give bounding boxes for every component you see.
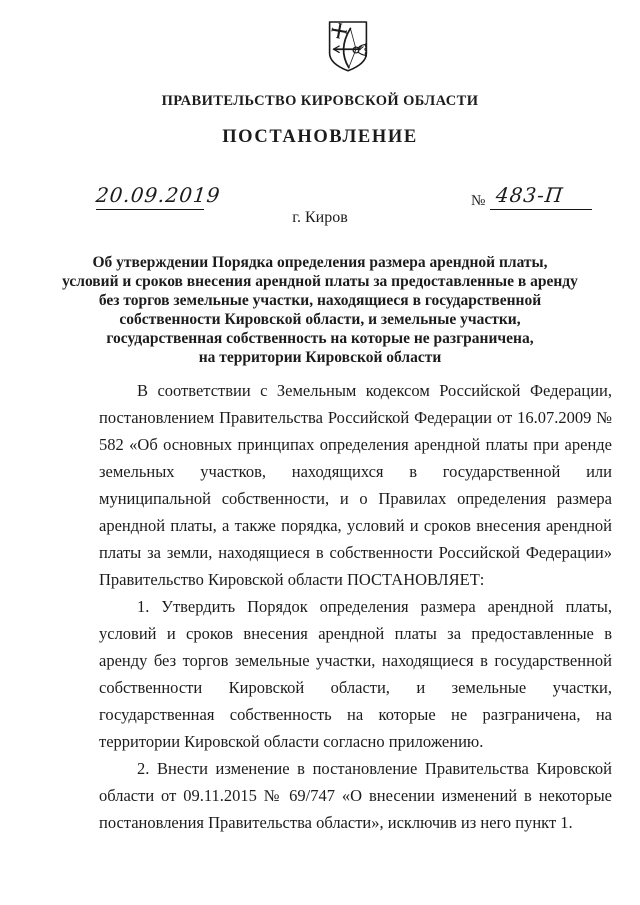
decree-subject-line: Об утверждении Порядка определения размера арендной платы, (92, 254, 548, 271)
decree-subject-line: собственности Кировской области, и земельные участки, (119, 311, 521, 328)
place-name: г. Киров (292, 209, 348, 226)
number-sign: № (471, 193, 486, 209)
coat-of-arms-icon (324, 16, 372, 76)
paragraph-item-1: 1. Утвердить Порядок определения размера арендной платы, условий и сроков внесения арендной платы за предоставленные в аренду без торгов земельные участки, находящиеся в государственной собственности Кировской области, и земельные участки, государственная собственность на которые не разграничена, на территории Кировской области согласно приложению. (99, 597, 612, 751)
decree-subject-line: без торгов земельные участки, находящиеся в государственной (98, 292, 542, 309)
decree-subject-line: государственная собственность на которые не разграничена, (106, 330, 534, 347)
decree-date-handwritten: 20.09.2019 (94, 183, 222, 207)
paragraph-item-2: 2. Внести изменение в постановление Правительства Кировской области от 09.11.2015 № 69/747 «О внесении изменений в некоторые постановления Правительства области», исключив из него пункт 1. (99, 759, 612, 832)
document-type-title: ПОСТАНОВЛЕНИЕ (222, 127, 418, 147)
decree-subject-line: на территории Кировской области (198, 349, 442, 366)
decree-number-field (490, 183, 592, 210)
organization-name: ПРАВИТЕЛЬСТВО КИРОВСКОЙ ОБЛАСТИ (161, 93, 479, 109)
paragraph-preamble: В соответствии с Земельным кодексом Российской Федерации, постановлением Правительства Российской Федерации от 16.07.2009 № 582 «Об основных принципах определения арендной платы при аренде земельных участков, находящихся в государственной или муниципальной собственности, и о Правилах определения размера арендной платы, а также порядка, условий и сроков внесения арендной платы за земли, находящиеся в собственности Российской Федерации» Правительство Кировской области ПОСТАНОВЛЯЕТ: (99, 381, 612, 589)
decree-body (99, 377, 612, 836)
decree-subject-line: условий и сроков внесения арендной платы за предоставленные в аренду (62, 273, 578, 290)
decree-subject (0, 253, 640, 367)
decree-date-field (94, 183, 222, 210)
decree-number-handwritten: 483-П (494, 183, 565, 207)
